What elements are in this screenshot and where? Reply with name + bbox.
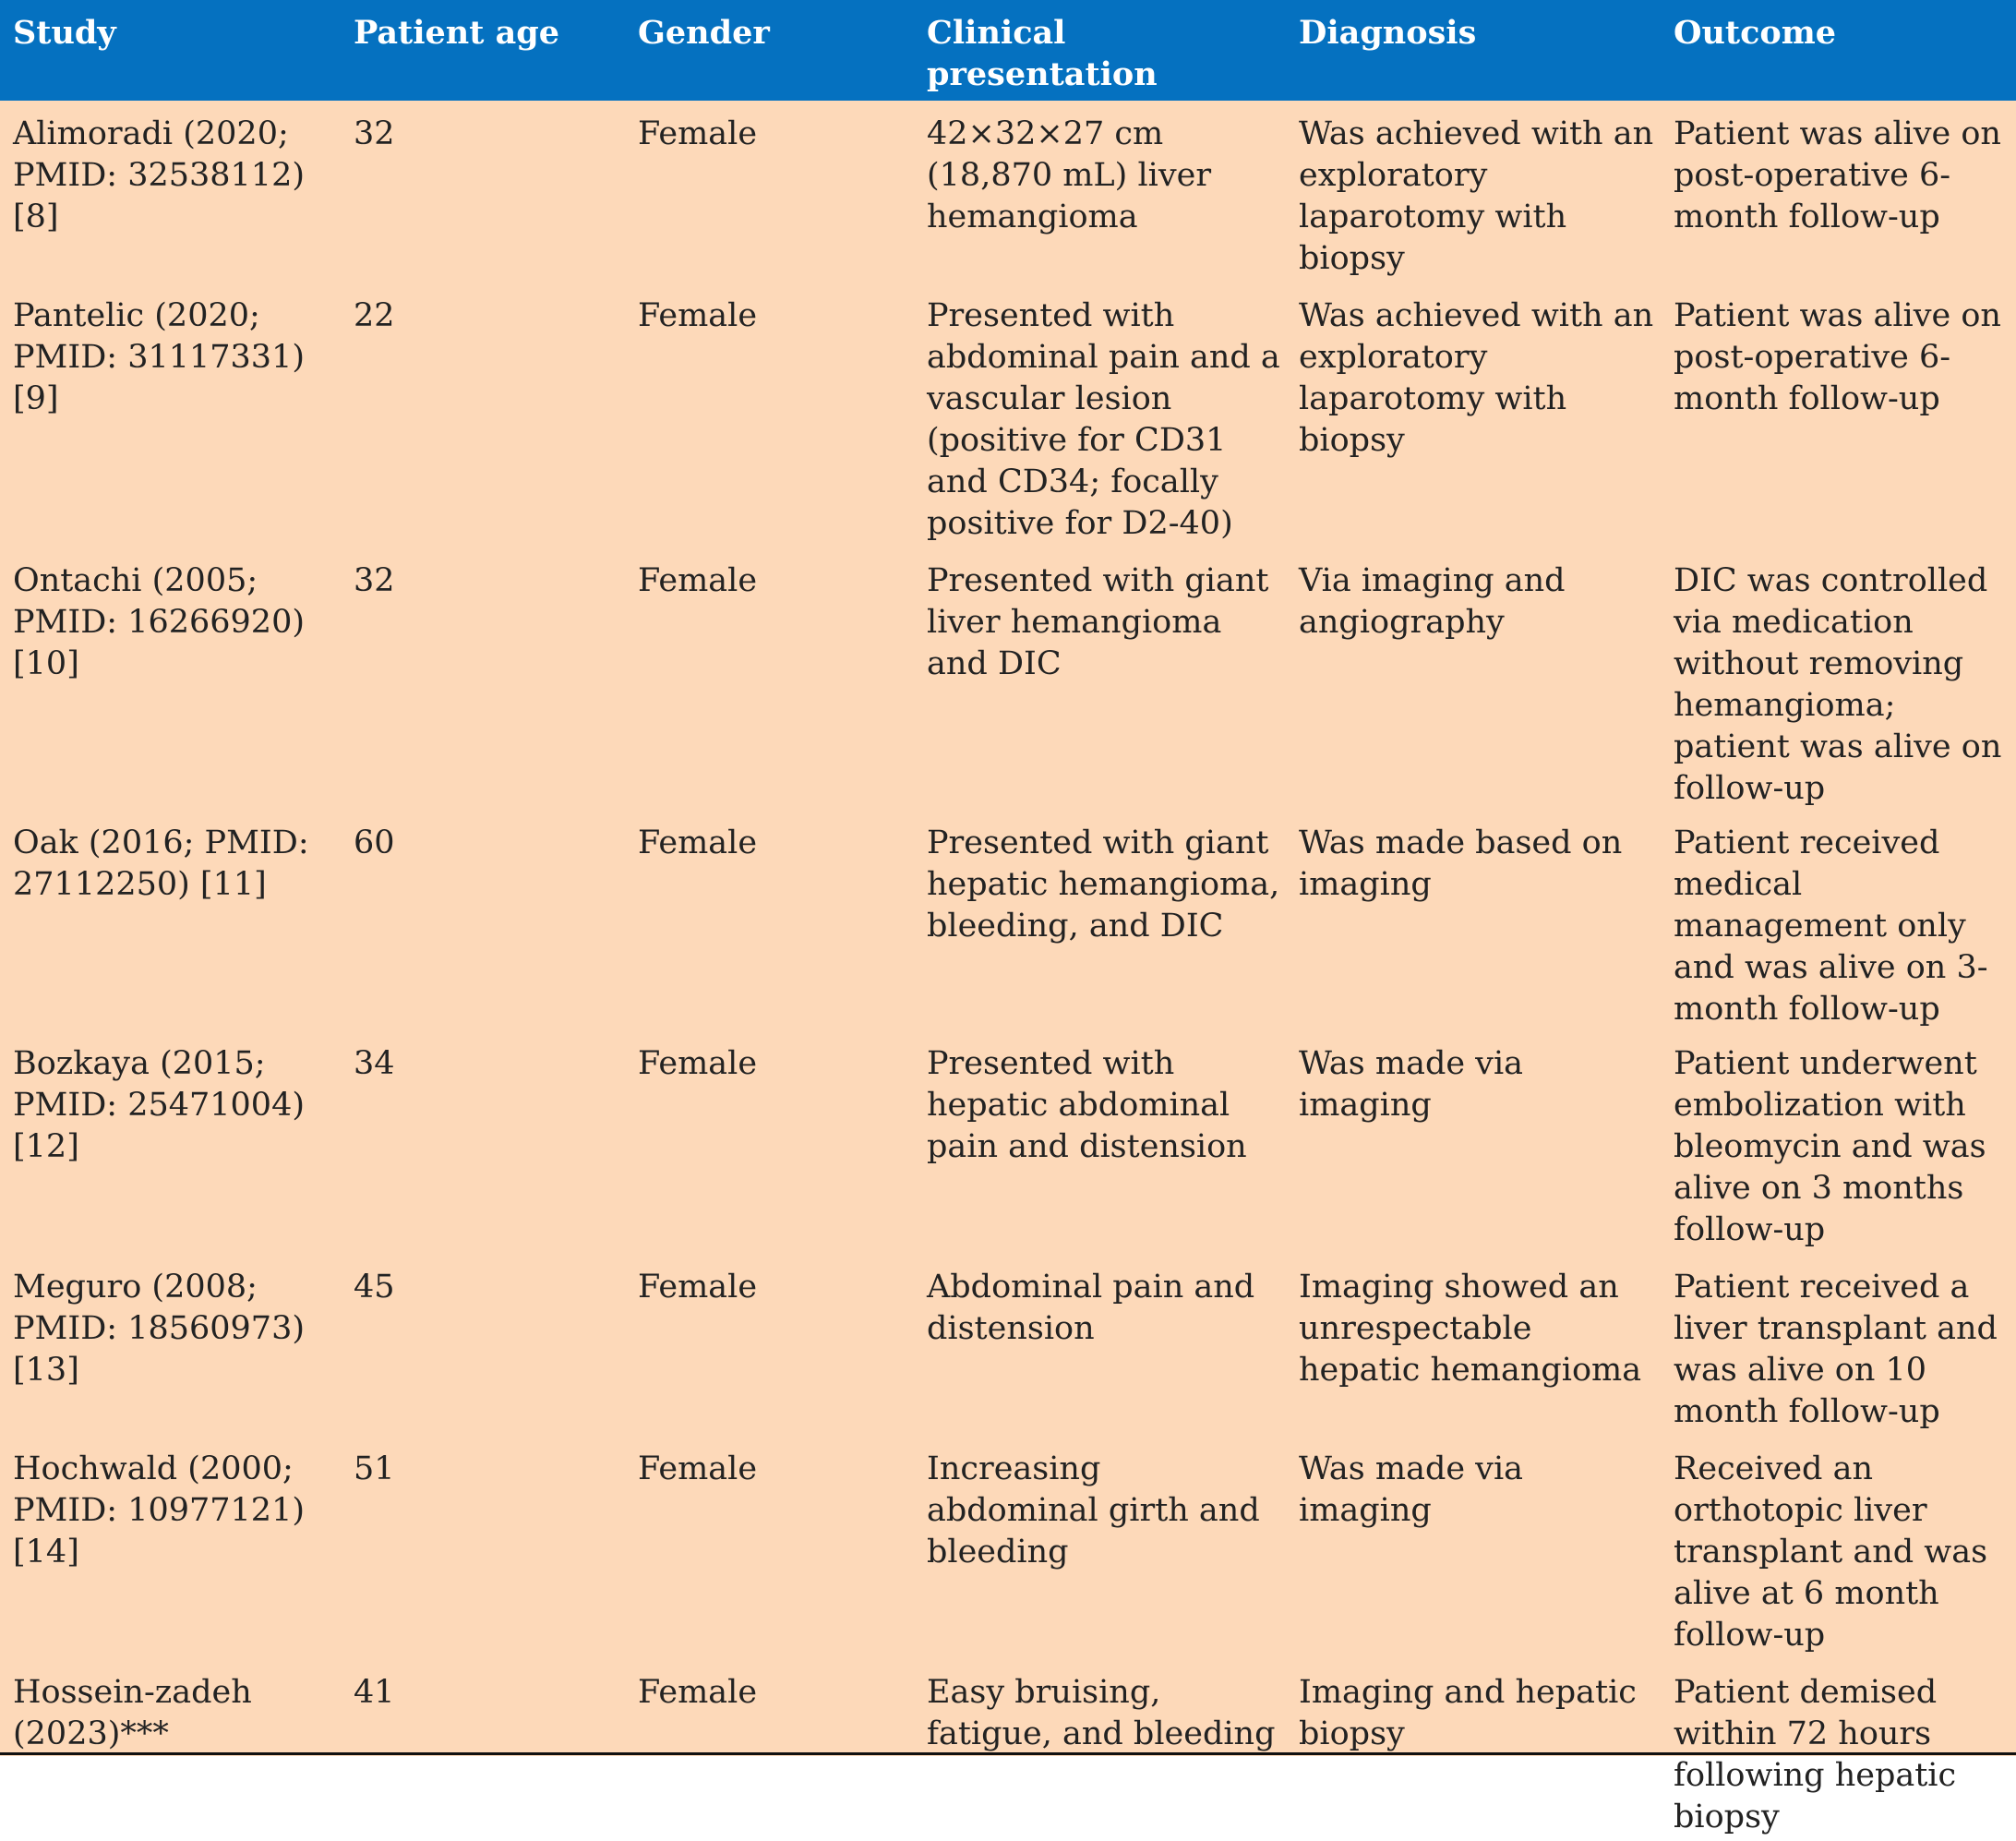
cell-clinical: 42×32×27 cm (18,870 mL) liver hemangioma [927,115,1212,235]
header-gender: Gender [638,14,770,52]
cell-outcome: Patient demised within 72 hours following hepatic biopsy [1674,1674,1957,1835]
table-row [0,283,2016,547]
header-patient-age: Patient age [354,14,560,52]
cell-gender: Female [638,562,758,599]
cell-clinical: Increasing abdominal girth and bleeding [927,1450,1260,1570]
table-row [0,101,2016,283]
cell-diagnosis: Was made via imaging [1299,1450,1524,1529]
cell-study: Oak (2016; PMID: 27112250) [11] [13,824,309,903]
cell-age: 41 [354,1674,395,1711]
cell-study: Bozkaya (2015; PMID: 25471004) [12] [13,1045,305,1165]
table-row [0,1659,2016,1841]
cell-diagnosis: Was made via imaging [1299,1045,1524,1124]
cell-gender: Female [638,1045,758,1082]
header-outcome: Outcome [1674,14,1837,52]
header-study: Study [13,14,116,52]
cell-outcome: Patient received a liver transplant and was alive on 10 month follow-up [1674,1269,1998,1430]
cell-study: Hochwald (2000; PMID: 10977121) [14] [13,1450,305,1570]
cell-diagnosis: Was made based on imaging [1299,824,1623,903]
cell-gender: Female [638,115,758,152]
cell-clinical: Presented with giant liver hemangioma and DIC [927,562,1269,682]
cell-diagnosis: Imaging showed an unrespectable hepatic hemangioma [1299,1269,1642,1389]
cell-gender: Female [638,297,758,334]
table-header [0,0,2016,101]
cell-diagnosis: Was achieved with an exploratory laparotomy with biopsy [1299,115,1654,277]
cell-study: Pantelic (2020; PMID: 31117331) [9] [13,297,305,417]
header-diagnosis: Diagnosis [1299,14,1477,52]
table-row [0,1030,2016,1254]
cell-outcome: Patient received medical management only and was alive on 3-month follow-up [1674,824,1988,1028]
table-row [0,1436,2016,1659]
cell-study: Ontachi (2005; PMID: 16266920) [10] [13,562,305,682]
cell-clinical: Abdominal pain and distension [927,1269,1255,1347]
cell-clinical: Presented with abdominal pain and a vascular lesion (positive for CD31 and CD34; focally positive for D2-40) [927,297,1280,542]
cell-age: 34 [354,1045,395,1082]
table-row [0,1254,2016,1436]
cell-gender: Female [638,1450,758,1487]
cell-clinical: Presented with giant hepatic hemangioma, bleeding, and DIC [927,824,1280,945]
cell-diagnosis: Was achieved with an exploratory laparotomy with biopsy [1299,297,1654,459]
cell-clinical: Presented with hepatic abdominal pain and distension [927,1045,1247,1165]
cell-age: 51 [354,1450,395,1487]
cell-age: 22 [354,297,395,334]
cell-outcome: Patient was alive on post-operative 6-month follow-up [1674,115,2001,235]
cell-study: Hossein-zadeh (2023)*** [13,1674,252,1752]
table-bottom-rule [0,1752,2016,1755]
cell-outcome: Patient underwent embolization with bleomycin and was alive on 3 months follow-up [1674,1045,1986,1248]
cell-study: Alimoradi (2020; PMID: 32538112) [8] [13,115,305,235]
cell-age: 60 [354,824,395,861]
cell-diagnosis: Imaging and hepatic biopsy [1299,1674,1637,1752]
cell-outcome: Patient was alive on post-operative 6-month follow-up [1674,297,2001,417]
table-body [0,101,2016,1841]
header-clinical-presentation: Clinical presentation [927,14,1158,93]
cell-outcome: Received an orthotopic liver transplant and was alive at 6 month follow-up [1674,1450,1988,1654]
header-row [0,0,2016,101]
cell-study: Meguro (2008; PMID: 18560973) [13] [13,1269,305,1389]
cell-age: 32 [354,562,395,599]
cell-outcome: DIC was controlled via medication without removing hemangioma; patient was alive on follow-up [1674,562,2002,807]
cell-clinical: Easy bruising, fatigue, and bleeding [927,1674,1276,1752]
cell-diagnosis: Via imaging and angiography [1299,562,1566,641]
cell-gender: Female [638,824,758,861]
cell-age: 32 [354,115,395,152]
table-row [0,810,2016,1030]
table-row [0,547,2016,810]
cell-age: 45 [354,1269,395,1306]
cell-gender: Female [638,1269,758,1306]
cell-gender: Female [638,1674,758,1711]
